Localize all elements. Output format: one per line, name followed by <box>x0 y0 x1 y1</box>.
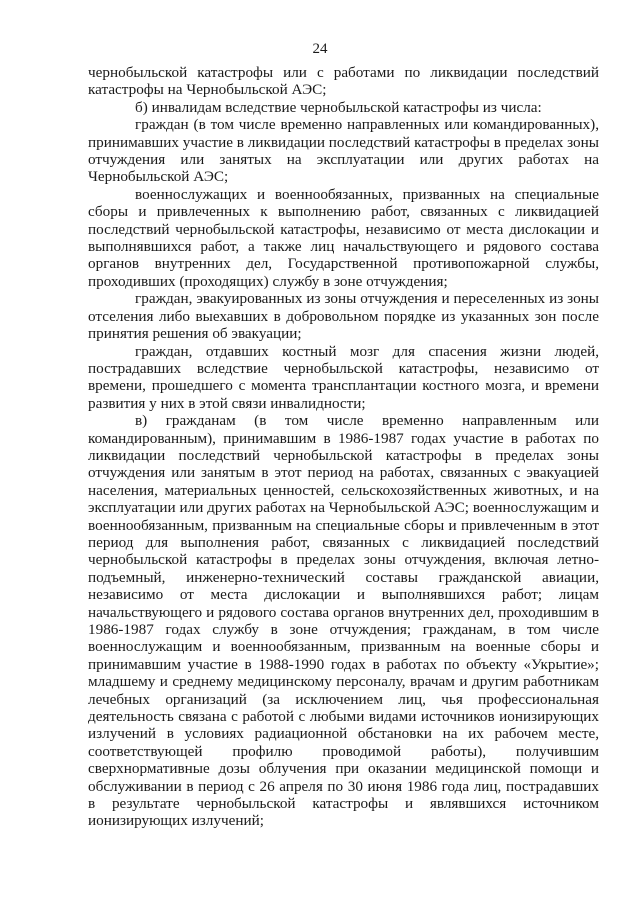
page-number: 24 <box>312 41 328 57</box>
paragraph-bone-marrow: граждан, отдавших костный мозг для спасения жизни людей, пострадавших вследствие чернобыльской катастрофы, независимо от времени, прошедшего с момента трансплантации костного мозга, и времени развития у них в этой связи инвалидности; <box>88 342 599 412</box>
paragraph-evacuated: граждан, эвакуированных из зоны отчуждения и переселенных из зоны отселения либо выехавших в добровольном порядке из указанных зон после принятия решения об эвакуации; <box>88 290 599 343</box>
document-body <box>88 64 599 830</box>
paragraph-continuation: чернобыльской катастрофы или с работами по ликвидации последствий катастрофы на Чернобыльской АЭС; <box>88 64 599 99</box>
paragraph-item-v: в) гражданам (в том числе временно направленным или командированным), принимавшим в 1986-1987 годах участие в работах по ликвидации последствий чернобыльской катастрофы в пределах зоны отчуждения или занятым в этот период на работах, связанных с эвакуацией населения, материальных ценностей, сельскохозяйственных животных, и на эксплуатации или других работах на Чернобыльской АЭС; военнослужащим и военнообязанным, призванным на специальные сборы и привлеченным в этот период для выполнения работ, связанных с ликвидацией последствий чернобыльской катастрофы в пределах зоны отчуждения, включая летно-подъемный, инженерно-технический составы гражданской авиации, независимо от места дислокации и выполнявшихся работ; лицам начальствующего и рядового состава органов внутренних дел, проходившим в 1986-1987 годах службу в зоне отчуждения; гражданам, в том числе военнослужащим и военнообязанным, призванным на военные сборы и принимавшим участие в 1988-1990 годах в работах по объекту «Укрытие»; младшему и среднему медицинскому персоналу, врачам и другим работникам лечебных организаций (за исключением лиц, чья профессиональная деятельность связана с работой с любыми видами источников ионизирующих излучений в условиях радиационной обстановки на их рабочем месте, соответствующей профилю проводимой работы), получившим сверхнормативные дозы облучения при оказании медицинской помощи и обслуживании в период с 26 апреля по 30 июня 1986 года лиц, пострадавших в результате чернобыльской катастрофы и являвшихся источником ионизирующих излучений; <box>88 412 599 830</box>
paragraph-liquidators: граждан (в том числе временно направленных или командированных), принимавших участие в ликвидации последствий катастрофы в пределах зоны отчуждения или занятых на эксплуатации или других работах на Чернобыльской АЭС; <box>88 116 599 186</box>
paragraph-military: военнослужащих и военнообязанных, призванных на специальные сборы и привлеченных к выполнению работ, связанных с ликвидацией последствий чернобыльской катастрофы, независимо от места дислокации и выполнявшихся работ, а также лиц начальствующего и рядового состава органов внутренних дел, Государственной противопожарной службы, проходивших (проходящих) службу в зоне отчуждения; <box>88 185 599 290</box>
paragraph-item-b: б) инвалидам вследствие чернобыльской катастрофы из числа: <box>135 98 542 116</box>
